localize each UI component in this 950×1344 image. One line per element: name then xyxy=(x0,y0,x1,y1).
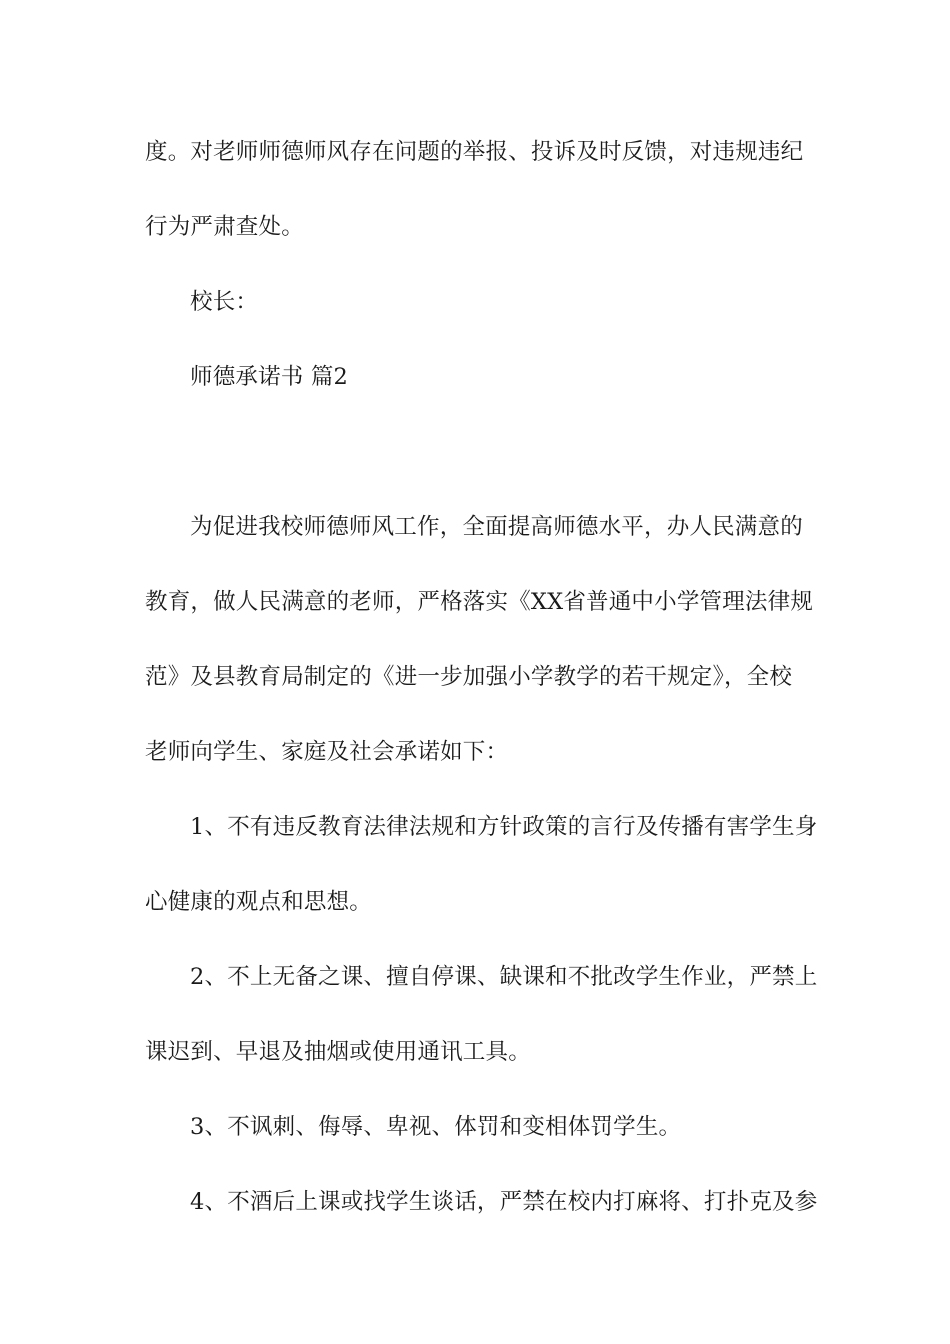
paragraph-line: 教育，做人民满意的老师，严格落实《XX省普通中小学管理法律规 xyxy=(145,589,814,615)
list-item-continuation: 心健康的观点和思想。 xyxy=(145,889,373,915)
section-heading: 师德承诺书 篇2 xyxy=(190,364,349,390)
paragraph-line: 行为严肃查处。 xyxy=(145,214,304,240)
list-item: 4、不酒后上课或找学生谈话，严禁在校内打麻将、打扑克及参 xyxy=(190,1189,818,1215)
list-item: 2、不上无备之课、擅自停课、缺课和不批改学生作业，严禁上 xyxy=(190,964,818,990)
paragraph-line: 范》及县教育局制定的《进一步加强小学教学的若干规定》，全校 xyxy=(145,664,793,690)
paragraph-line: 老师向学生、家庭及社会承诺如下： xyxy=(145,739,509,765)
list-item-continuation: 课迟到、早退及抽烟或使用通讯工具。 xyxy=(145,1039,531,1065)
paragraph-line: 为促进我校师德师风工作，全面提高师德水平，办人民满意的 xyxy=(190,514,803,540)
paragraph-line: 度。对老师师德师风存在问题的举报、投诉及时反馈，对违规违纪 xyxy=(145,139,804,165)
list-item: 1、不有违反教育法律法规和方针政策的言行及传播有害学生身 xyxy=(190,814,818,840)
list-item: 3、不讽刺、侮辱、卑视、体罚和变相体罚学生。 xyxy=(190,1114,682,1140)
signature-label: 校长： xyxy=(190,289,259,315)
